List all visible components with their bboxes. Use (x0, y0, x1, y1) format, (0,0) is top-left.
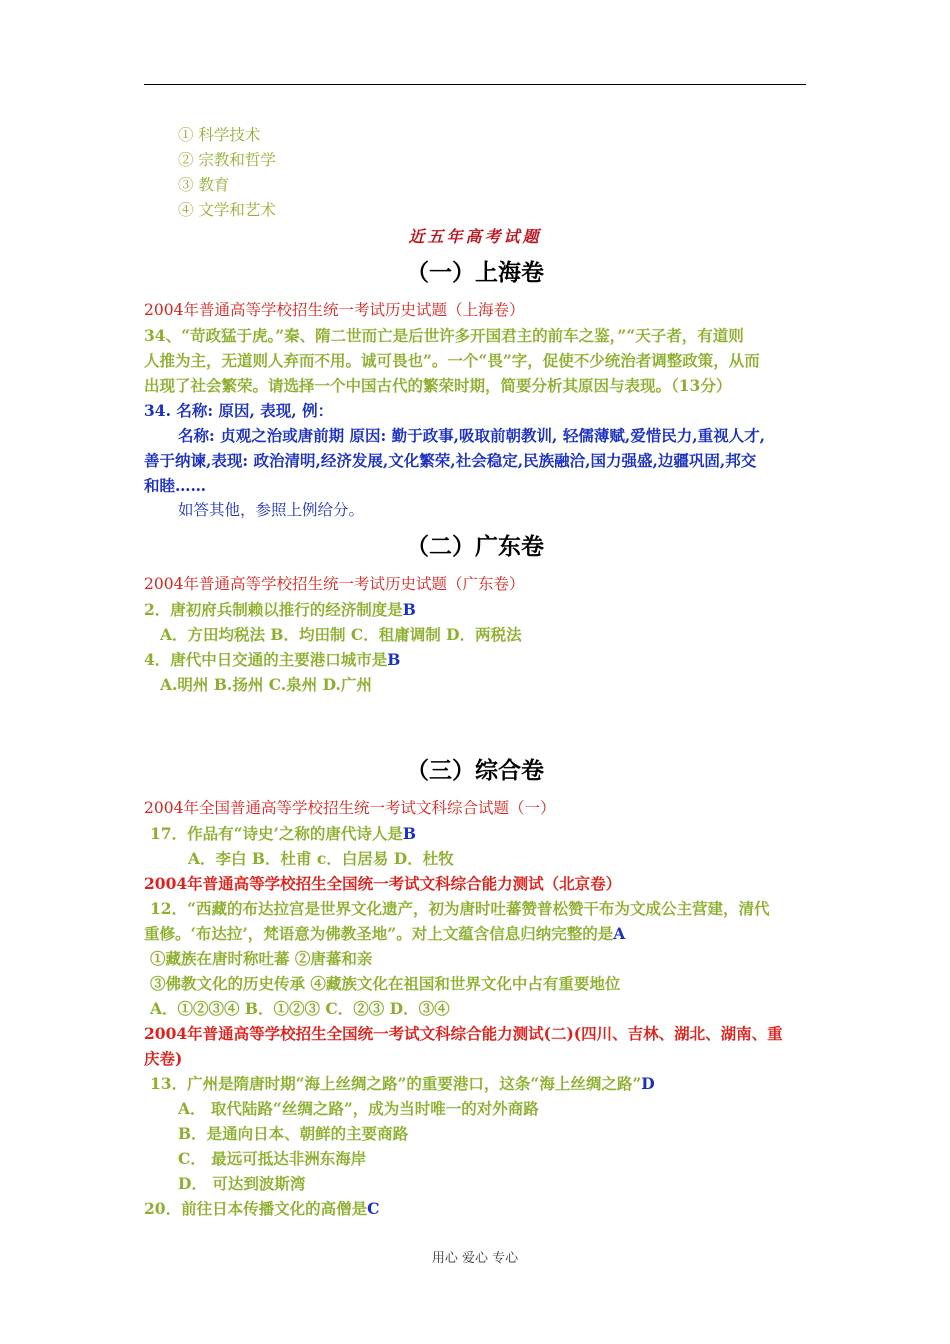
question-option: C． 最远可抵达非洲东海岸 (178, 1149, 367, 1168)
question-option: ③佛教文化的历史传承 ④藏族文化在祖国和世界文化中占有重要地位 (150, 974, 621, 993)
question-text: 17．作品有“诗史’之称的唐代诗人是B (150, 824, 416, 843)
header-rule (144, 84, 806, 85)
section-title-shanghai: （一）上海卷 (406, 259, 544, 286)
question-options: A．李白 B．杜甫 c．白居易 D．杜牧 (188, 849, 454, 868)
exam-title: 2004年普通高等学校招生全国统一考试文科综合能力测试(二)(四川、吉林、湖北、湖南、重 (144, 1024, 783, 1043)
answer-key: A (613, 924, 626, 943)
question-text: 人推为主，无道则人弃而不用。诚可畏也”。一个“畏”字，促使不少统治者调整政策，从而 (144, 351, 760, 370)
list-item: ④ 文学和艺术 (178, 201, 276, 219)
answer-text: 善于纳谏,表现: 政治清明,经济发展,文化繁荣,社会稳定,民族融洽,国力强盛,边疆巩固,邦交 (144, 451, 757, 470)
answer-key: B (387, 650, 401, 669)
question-text: 4．唐代中日交通的主要港口城市是B (144, 650, 401, 669)
question-text: 2．唐初府兵制赖以推行的经济制度是B (144, 600, 416, 619)
answer-text: 34. 名称: 原因, 表现, 例： (144, 401, 334, 420)
exam-title: 2004年全国普通高等学校招生统一考试文科综合试题（一） (144, 799, 556, 817)
question-option: ①藏族在唐时称吐蕃 ②唐蕃和亲 (150, 949, 373, 968)
list-item: ① 科学技术 (178, 126, 261, 144)
question-option: D． 可达到波斯湾 (178, 1174, 306, 1193)
question-options: A.明州 B.扬州 C.泉州 D.广州 (160, 675, 372, 694)
exam-title: 庆卷) (144, 1049, 183, 1068)
answer-text: 名称: 贞观之治或唐前期 原因: 勤于政事,吸取前朝教训, 轻儒薄赋,爱惜民力,重视人才, (178, 426, 766, 445)
answer-key: D (641, 1074, 655, 1093)
answer-text: 和睦…… (144, 476, 207, 495)
answer-key: C (367, 1199, 380, 1218)
question-text: 重修。‘布达拉’，梵语意为佛教圣地”。对上文蕴含信息归纳完整的是A (144, 924, 626, 943)
question-text: 12．“西藏的布达拉宫是世界文化遗产，初为唐时吐蕃赞普松赞干布为文成公主营建，清代 (150, 899, 770, 918)
answer-key: B (402, 600, 416, 619)
question-options: A．方田均税法 B．均田制 C．租庸调制 D．两税法 (160, 625, 522, 644)
page-subtitle: 近五年高考试题 (408, 227, 542, 246)
exam-title: 2004年普通高等学校招生统一考试历史试题（广东卷） (144, 575, 525, 593)
question-text: 13．广州是隋唐时期“海上丝绸之路”的重要港口，这条“海上丝绸之路”D (150, 1074, 655, 1093)
answer-key: B (402, 824, 416, 843)
question-text: 34、“苛政猛于虎。”秦、隋二世而亡是后世许多开国君主的前车之鉴，”“天子者，有道则 (144, 326, 744, 345)
question-option: A． 取代陆路“丝绸之路”，成为当时唯一的对外商路 (178, 1099, 539, 1118)
list-item: ③ 教育 (178, 176, 230, 194)
list-item: ② 宗教和哲学 (178, 151, 276, 169)
question-text: 20．前往日本传播文化的高僧是C (144, 1199, 380, 1218)
question-option: B．是通向日本、朝鲜的主要商路 (178, 1124, 409, 1143)
exam-title: 2004年普通高等学校招生全国统一考试文科综合能力测试（北京卷） (144, 874, 622, 893)
page-footer: 用心 爱心 专心 (431, 1251, 519, 1266)
exam-title: 2004年普通高等学校招生统一考试历史试题（上海卷） (144, 301, 525, 319)
question-text: 出现了社会繁荣。请选择一个中国古代的繁荣时期，简要分析其原因与表现。（13分） (144, 376, 732, 395)
section-title-guangdong: （二）广东卷 (406, 533, 544, 560)
question-options: A．①②③④ B．①②③ C．②③ D．③④ (150, 999, 450, 1018)
answer-note: 如答其他，参照上例给分。 (178, 501, 365, 519)
section-title-zonghe: （三）综合卷 (406, 757, 544, 784)
